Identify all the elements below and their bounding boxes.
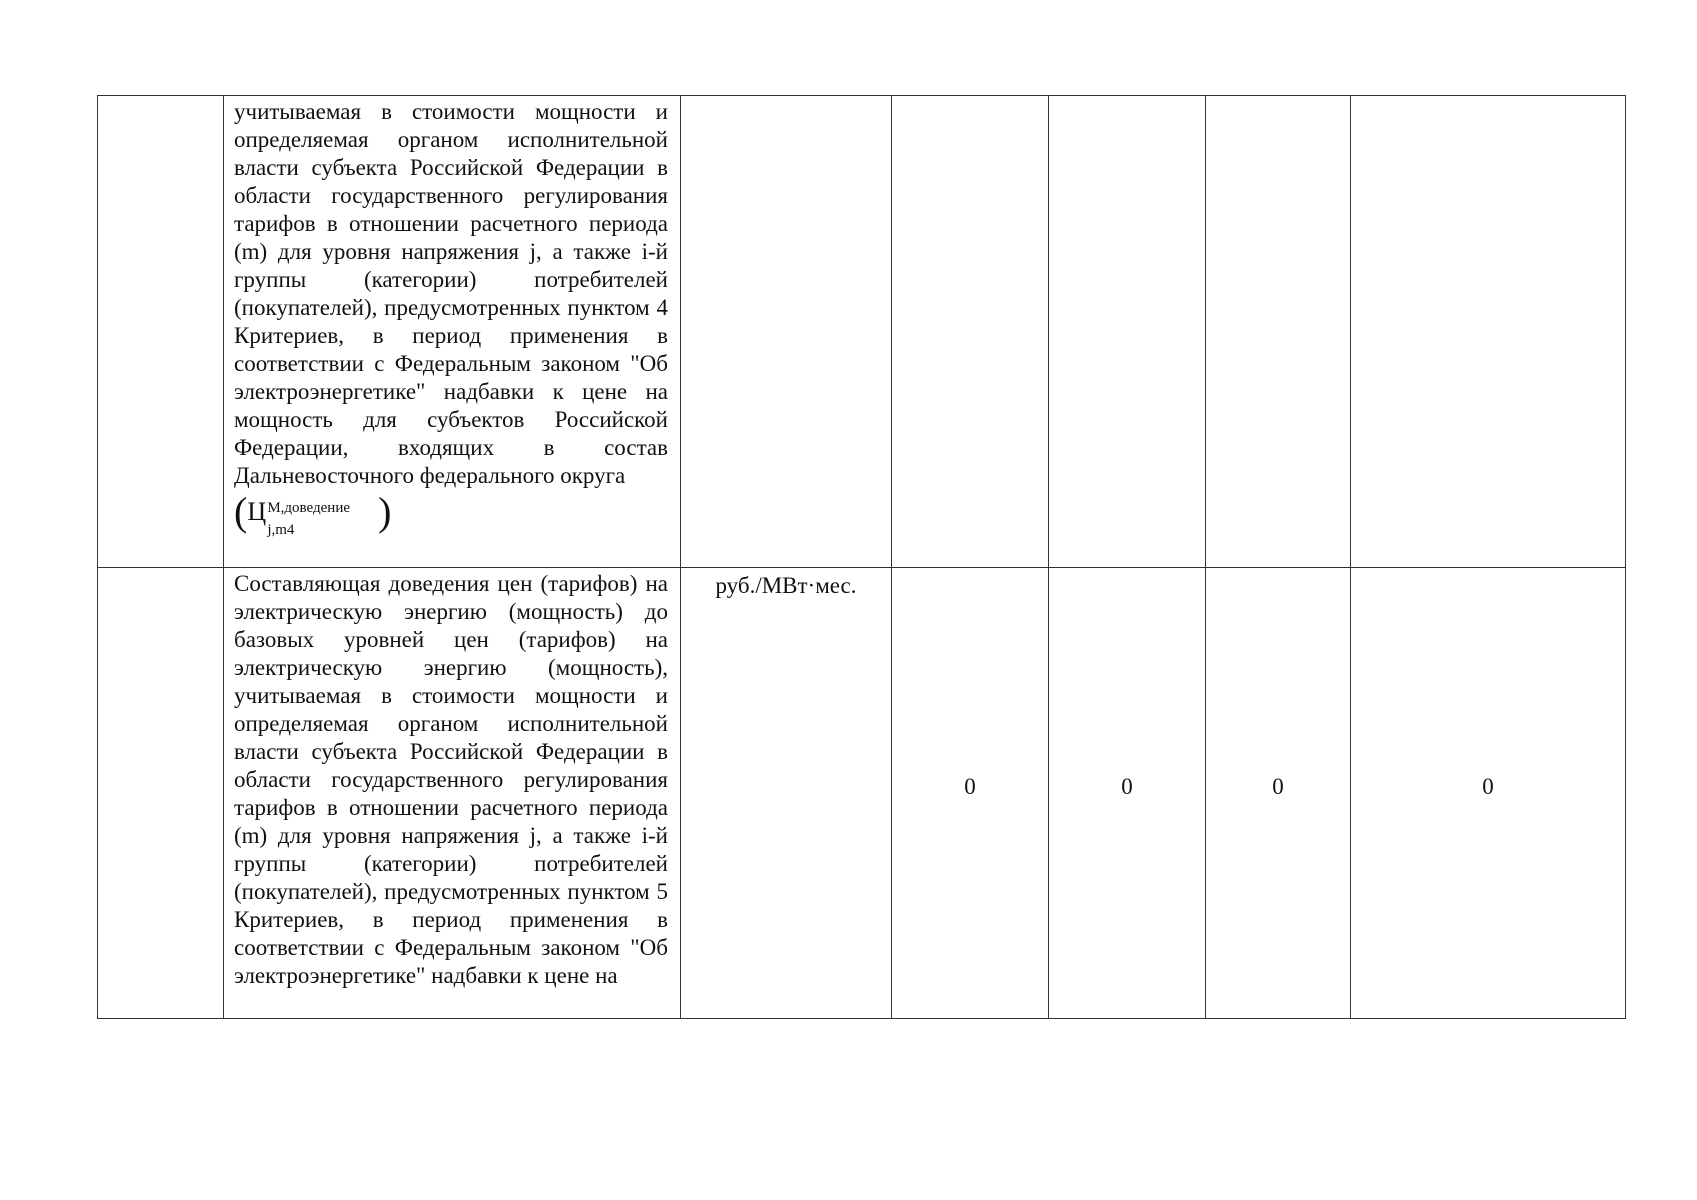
value-cell-4	[1351, 96, 1626, 568]
formula	[234, 489, 392, 538]
unit-cell: руб./МВт·мес.	[681, 568, 892, 1019]
formula-main-symbol: Ц	[247, 496, 267, 526]
value-cell-2	[1049, 96, 1206, 568]
formula-close-paren: )	[378, 489, 392, 534]
description-text: учитываемая в стоимости мощности и определяемая органом исполнительной власти субъекта Российской Федерации в области государственного регулирования тарифов в отношении расчетного периода (m) для уровня напряжения j, а также i-й группы (категории) потребителей (покупателей), предусмотренных пунктом 4 Критериев, в период применения в соответствии с Федеральным законом "Об электроэнергетике" надбавки к цене на мощность для субъектов Российской Федерации, входящих в состав Дальневосточного федерального округа	[234, 99, 668, 488]
value-cell-2: 0	[1049, 568, 1206, 1019]
value-cell-1	[892, 96, 1049, 568]
value-cell-1: 0	[892, 568, 1049, 1019]
formula-symbol	[247, 496, 378, 538]
table-row	[98, 568, 1626, 1019]
formula-subscript: j,m4	[267, 521, 295, 538]
table-row	[98, 96, 1626, 568]
formula-superscript: М,доведение	[267, 499, 351, 516]
description-text: Составляющая доведения цен (тарифов) на электрическую энергию (мощность) до базовых уровней цен (тарифов) на электрическую энергию (мощность), учитываемая в стоимости мощности и определяемая органом исполнительной власти субъекта Российской Федерации в области государственного регулирования тарифов в отношении расчетного периода (m) для уровня напряжения j, а также i-й группы (категории) потребителей (покупателей), предусмотренных пунктом 5 Критериев, в период применения в соответствии с Федеральным законом "Об электроэнергетике" надбавки к цене на	[234, 571, 668, 988]
value-cell-3	[1206, 96, 1351, 568]
formula-open-paren: (	[234, 489, 248, 534]
value-cell-4: 0	[1351, 568, 1626, 1019]
tariff-table	[97, 95, 1626, 1019]
row-number-cell	[98, 568, 224, 1019]
description-cell	[224, 96, 681, 568]
unit-cell	[681, 96, 892, 568]
value-cell-3: 0	[1206, 568, 1351, 1019]
row-number-cell	[98, 96, 224, 568]
description-cell	[224, 568, 681, 1019]
